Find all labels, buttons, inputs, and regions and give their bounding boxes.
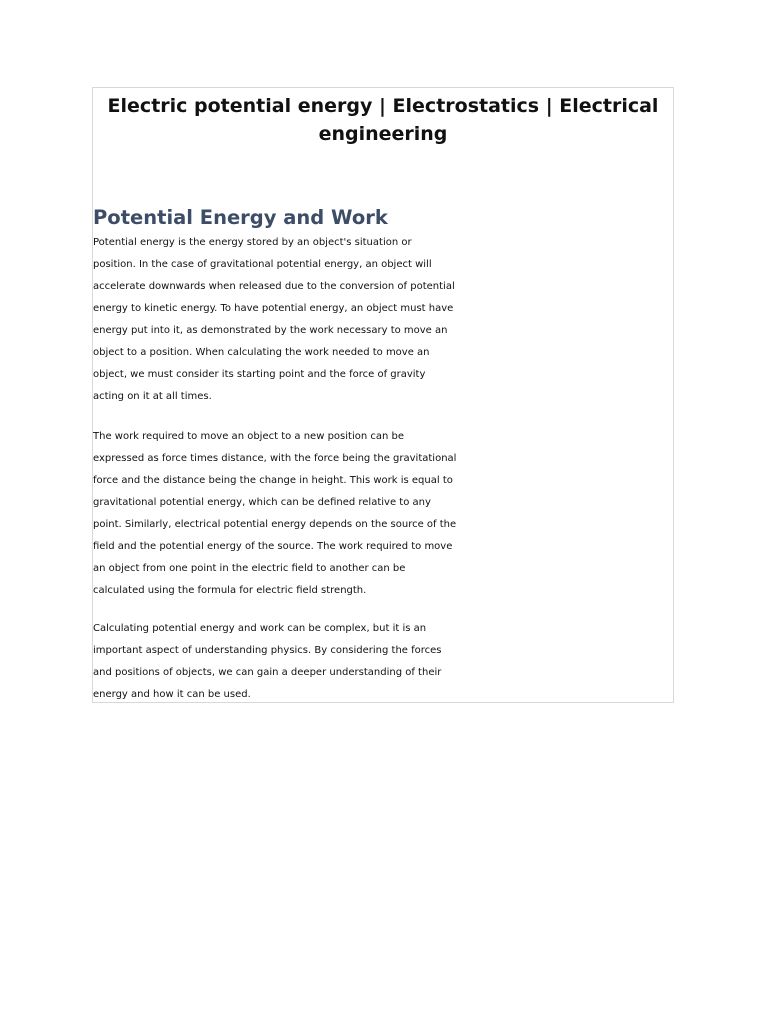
paragraph-line: expressed as force times distance, with the force being the gravitational [93,453,457,464]
section-heading: Potential Energy and Work [93,206,388,229]
paragraph-line: accelerate downwards when released due to the conversion of potential [93,281,455,292]
paragraph-line: object to a position. When calculating the work needed to move an [93,347,430,358]
paragraph-line: acting on it at all times. [93,391,212,402]
paragraph-line: energy and how it can be used. [93,689,251,700]
paragraph-2 [93,426,675,602]
paragraph-line: field and the potential energy of the source. The work required to move [93,541,453,552]
paragraph-line: gravitational potential energy, which can be defined relative to any [93,497,431,508]
paragraph-line: an object from one point in the electric field to another can be [93,563,406,574]
document-page [92,87,674,703]
paragraph-line: The work required to move an object to a new position can be [93,431,405,442]
paragraph-line: force and the distance being the change in height. This work is equal to [93,475,453,486]
paragraph-1 [93,232,675,408]
paragraph-line: Calculating potential energy and work can be complex, but it is an [93,623,427,634]
paragraph-3 [93,618,675,706]
paragraph-line: object, we must consider its starting point and the force of gravity [93,369,426,380]
paragraph-line: important aspect of understanding physics. By considering the forces [93,645,442,656]
paragraph-line: Potential energy is the energy stored by an object's situation or [93,237,412,248]
document-title-line-1: Electric potential energy | Electrostatics | Electrical [107,95,659,117]
paragraph-line: calculated using the formula for electric field strength. [93,585,367,596]
paragraph-line: point. Similarly, electrical potential energy depends on the source of the [93,519,457,530]
paragraph-line: energy put into it, as demonstrated by the work necessary to move an [93,325,448,336]
paragraph-line: energy to kinetic energy. To have potential energy, an object must have [93,303,454,314]
paragraph-line: and positions of objects, we can gain a deeper understanding of their [93,667,442,678]
document-title [93,92,673,148]
paragraph-line: position. In the case of gravitational potential energy, an object will [93,259,432,270]
document-title-line-2: engineering [318,123,448,145]
